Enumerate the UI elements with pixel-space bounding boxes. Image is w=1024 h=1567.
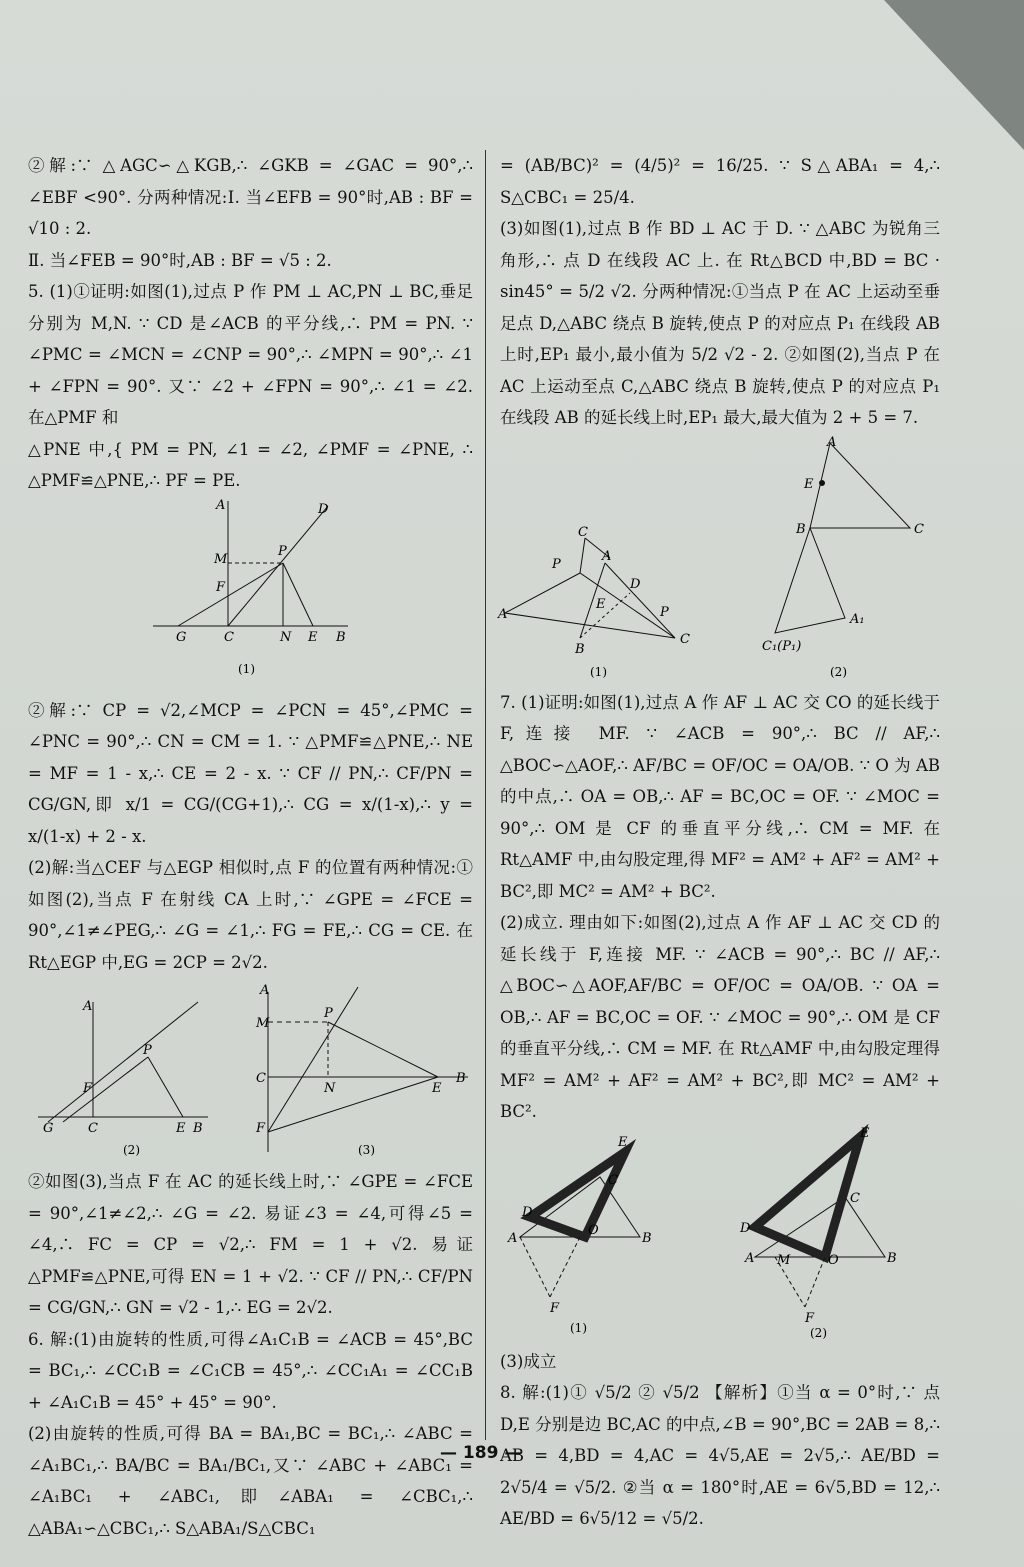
figure-6 — [498, 434, 940, 683]
caption: (1) — [570, 1320, 587, 1335]
svg-text:D: D — [740, 1220, 751, 1236]
caption: (1) — [238, 661, 255, 676]
svg-text:E: E — [596, 596, 606, 612]
svg-text:B: B — [193, 1121, 203, 1136]
svg-text:F: F — [256, 1121, 266, 1136]
text-line: (3)成立 — [500, 1351, 557, 1371]
svg-text:C: C — [680, 631, 690, 647]
svg-text:B: B — [796, 521, 806, 537]
text-line: (3)如图(1),过点 B 作 BD ⊥ AC 于 D. ∵ △ABC 为锐角三角形,∴ 点 D 在线段 AC 上. 在 Rt△BCD 中,BD = BC · sin45° = 5/2 √2. 分两种情况:①当点 P 在 AC 上运动至垂足点 D,△ABC 绕点 B 旋转,使点 P 的对应点 P₁ 在线段 AB 上时,EP₁ 最小,最小值为 5/2 √2 - 2. ②如图(2),当点 P 在 AC 上运动至点 C,△ABC 绕点 B 旋转,使点 P 的对应点 P₁ 在线段 AB 的延长线上时,EP₁ 最大,最大值为 2 + 5 = 7. — [500, 219, 940, 427]
svg-text:F: F — [216, 579, 226, 595]
svg-text:B: B — [642, 1230, 652, 1246]
caption: (3) — [358, 1143, 375, 1157]
text-line: 8. 解:(1)① √5/2 ② √5/2 【解析】①当 α = 0°时,∵ 点 D,E 分别是边 BC,AC 的中点,∠B = 90°,BC = 2AB = 8,∴ AB = 4,BD = 4,AC = 4√5,AE = 2√5,∴ AE/BD = 2√5/4 = √5/2. ②当 α = 180°时,AE = 6√5,BD = 12,∴ AE/BD = 6√5/12 = √5/2. — [500, 1383, 940, 1528]
svg-text:D: D — [318, 501, 329, 517]
svg-text:N: N — [324, 1081, 336, 1096]
svg-text:F: F — [83, 1081, 93, 1096]
text-line: = (AB/BC)² = (4/5)² = 16/25. ∵ S△ABA₁ = 4,∴ S△CBC₁ = 25/4. — [500, 156, 940, 207]
svg-text:D: D — [630, 576, 641, 592]
svg-text:P: P — [143, 1043, 152, 1058]
svg-text:C: C — [88, 1121, 98, 1136]
svg-text:D: D — [522, 1204, 533, 1220]
svg-text:C₁(P₁): C₁(P₁) — [762, 638, 802, 654]
left-column — [28, 150, 473, 1544]
svg-text:B: B — [887, 1250, 897, 1266]
svg-text:P: P — [660, 604, 669, 620]
text-line: 7. (1)证明:如图(1),过点 A 作 AF ⊥ AC 交 CO 的延长线于 F,连接 MF. ∵ ∠ACB = 90°,∴ BC // AF,∴ △BOC∽△AOF,∴ AF/BC = OF/OC = OA/OB. ∵ O 为 AB 的中点,∴ OA = OB,∴ AF = BC,OC = OF. ∵ ∠MOC = 90°,∴ OM 是 CF 的垂直平分线,∴ CM = MF. 在 Rt△AMF 中,由勾股定理,得 MF² = AM² + AF² = AM² + BC²,即 MC² = AM² + BC². — [500, 692, 940, 901]
text-line: (2)成立. 理由如下:如图(2),过点 A 作 AF ⊥ AC 交 CD 的延长线于 F,连接 MF. ∵ ∠ACB = 90°,∴ BC // AF,∴ △BOC∽△AOF,AF/BC = OF/OC = OA/OB. ∵ OA = OB,∴ AF = BC,OC = OF. ∵ ∠MOC = 90°,∴ OM 是 CF 的垂直平分线,∴ CM = MF. 在 Rt△AMF 中,由勾股定理得 MF² = AM² + AF² = AM² + BC²,即 MC² = AM² + BC². — [500, 913, 940, 1121]
svg-text:A: A — [216, 497, 226, 513]
page-number: — 189 — — [440, 1443, 522, 1463]
svg-text:C: C — [578, 524, 588, 540]
text-line: ②解:∵ CP = √2,∠MCP = ∠PCN = 45°,∠PMC = ∠PNC = 90°,∴ CN = CM = 1. ∵ △PMF≌△PNE,∴ NE = MF = 1 - x,∴ CE = 2 - x. ∵ CF // PN,∴ CF/PN = CG/GN,即 x/1 = CG/(CG+1),∴ CG = x/(1-x),∴ y = x/(1-x) + 2 - x. — [28, 700, 473, 846]
figure-5-2-3 — [28, 982, 473, 1162]
folded-corner — [884, 0, 1024, 150]
svg-text:E: E — [308, 629, 318, 645]
svg-text:M: M — [777, 1252, 791, 1268]
text-line: △PNE 中,{ PM = PN, ∠1 = ∠2, ∠PMF = ∠PNE, ∴ △PMF≌△PNE,∴ PF = PE. — [28, 439, 473, 490]
svg-text:C: C — [850, 1190, 860, 1206]
caption: (2) — [123, 1143, 140, 1157]
svg-text:M: M — [214, 551, 228, 567]
svg-text:A₁: A₁ — [850, 611, 865, 627]
svg-text:F: F — [550, 1300, 560, 1316]
svg-text:E: E — [432, 1081, 442, 1096]
svg-text:C: C — [914, 521, 924, 537]
svg-text:P: P — [278, 543, 287, 559]
svg-text:E: E — [618, 1134, 628, 1150]
text-line: ②如图(3),当点 F 在 AC 的延长线上时,∵ ∠GPE = ∠FCE = 90°,∠1≠∠2,∴ ∠G = ∠2. 易证∠3 = ∠4,可得∠5 = ∠4,∴ FC = CP = √2,∴ FM = 1 + √2. 易证△PMF≌△PNE,可得 EN = 1 + √2. ∵ CF // PN,∴ CF/PN = CG/GN,∴ GN = √2 - 1,∴ EG = 2√2. — [28, 1172, 473, 1317]
text-line: ②解:∵ △AGC∽△KGB,∴ ∠GKB = ∠GAC = 90°,∴ ∠EBF <90°. 分两种情况:Ⅰ. 当∠EFB = 90°时,AB : BF = √10 : 2. — [28, 156, 473, 238]
svg-text:C: C — [224, 629, 234, 645]
svg-text:B: B — [456, 1071, 466, 1086]
text-line: 5. (1)①证明:如图(1),过点 P 作 PM ⊥ AC,PN ⊥ BC,垂足分别为 M,N. ∵ CD 是∠ACB 的平分线,∴ PM = PN. ∵ ∠PMC = ∠MCN = ∠CNP = 90°,∴ ∠MPN = 90°,∴ ∠1 + ∠FPN = 90°. 又∵ ∠2 + ∠FPN = 90°,∴ ∠1 = ∠2. 在△PMF 和 — [28, 282, 473, 427]
svg-text:B: B — [575, 641, 585, 657]
svg-text:E: E — [804, 476, 814, 492]
svg-text:F: F — [805, 1310, 815, 1326]
svg-text:G: G — [176, 629, 187, 645]
svg-text:C: C — [256, 1071, 266, 1086]
svg-text:B: B — [336, 629, 346, 645]
svg-text:E: E — [860, 1125, 870, 1141]
svg-text:A: A — [827, 434, 837, 450]
right-column — [500, 150, 940, 1535]
svg-text:A: A — [83, 999, 93, 1014]
svg-text:A: A — [260, 983, 270, 998]
svg-text:C: C — [608, 1172, 618, 1188]
svg-text:P: P — [552, 556, 561, 572]
svg-text:A: A — [498, 606, 508, 622]
svg-text:A: A — [745, 1250, 755, 1266]
svg-text:P: P — [324, 1006, 333, 1021]
text-line: Ⅱ. 当∠FEB = 90°时,AB : BF = √5 : 2. — [28, 250, 332, 270]
svg-text:O: O — [828, 1252, 839, 1268]
svg-text:A: A — [602, 548, 612, 564]
caption: (2) — [830, 664, 847, 679]
svg-text:M: M — [256, 1016, 270, 1031]
text-line: (2)由旋转的性质,可得 BA = BA₁,BC = BC₁,∴ ∠ABC = ∠A₁BC₁,∴ BA/BC = BA₁/BC₁,又∵ ∠ABC + ∠ABC₁ = ∠A₁BC₁ + ∠ABC₁,即∠ABA₁ = ∠CBC₁,∴ △ABA₁∽△CBC₁,∴ S△ABA₁/S△CBC₁ — [28, 1424, 473, 1538]
figure-5-1 — [28, 497, 473, 691]
figure-7 — [500, 1125, 940, 1342]
caption: (2) — [810, 1325, 827, 1340]
svg-text:G: G — [43, 1121, 54, 1136]
svg-text:N: N — [280, 629, 292, 645]
svg-text:O: O — [588, 1222, 599, 1238]
text-line: 6. 解:(1)由旋转的性质,可得∠A₁C₁B = ∠ACB = 45°,BC = BC₁,∴ ∠CC₁B = ∠C₁CB = 45°,∴ ∠CC₁A₁ = ∠CC₁B + ∠A₁C₁B = 45° + 45° = 90°. — [28, 1329, 473, 1412]
svg-text:E: E — [176, 1121, 186, 1136]
svg-text:A: A — [508, 1230, 518, 1246]
text-line: (2)解:当△CEF 与△EGP 相似时,点 F 的位置有两种情况:①如图(2),当点 F 在射线 CA 上时,∵ ∠GPE = ∠FCE = 90°,∠1≠∠PEG,∴ ∠G = ∠1,∴ FG = FE,∴ CG = CE. 在 Rt△EGP 中,EG = 2CP = 2√2. — [28, 858, 473, 972]
caption: (1) — [590, 664, 607, 679]
column-divider — [485, 150, 486, 1440]
